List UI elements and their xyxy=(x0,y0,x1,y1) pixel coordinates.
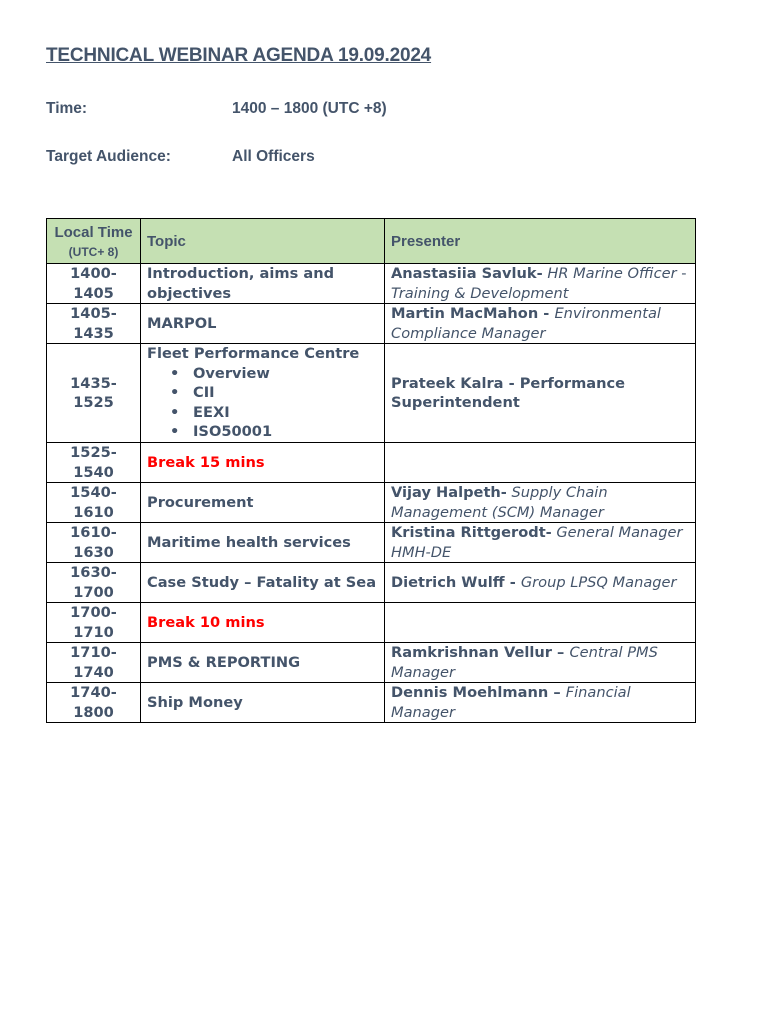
time-start: 1630- xyxy=(70,564,117,581)
topic-cell: Case Study – Fatality at Sea xyxy=(141,563,385,603)
topic-cell: PMS & REPORTING xyxy=(141,643,385,683)
presenter-name: Vijay Halpeth- xyxy=(391,484,507,501)
time-end: 1630 xyxy=(73,543,114,561)
bullet-item: • Overview xyxy=(193,364,378,384)
table-row xyxy=(47,304,696,344)
presenter-cell xyxy=(385,304,696,344)
bullet-item: • CII xyxy=(193,383,378,403)
header-topic: Topic xyxy=(141,219,385,264)
time-cell xyxy=(47,563,141,603)
time-start: 1540- xyxy=(70,484,117,501)
presenter-role: General Manager HMH-DE xyxy=(391,524,683,561)
table-row xyxy=(47,344,696,443)
presenter-role: Financial Manager xyxy=(391,684,631,721)
table-row xyxy=(47,523,696,563)
presenter-role: Environmental Compliance Manager xyxy=(391,305,661,342)
topic-cell: Ship Money xyxy=(141,683,385,723)
time-cell xyxy=(47,483,141,523)
bullet-item: • ISO50001 xyxy=(193,422,378,442)
time-end: 1405 xyxy=(73,284,114,302)
presenter-cell xyxy=(385,563,696,603)
time-cell xyxy=(47,304,141,344)
time-end: 1710 xyxy=(73,623,114,641)
presenter-role: Group LPSQ Manager xyxy=(520,573,677,591)
break-label: Break 15 mins xyxy=(147,453,265,471)
presenter-role: Supply Chain Management (SCM) Manager xyxy=(391,484,608,521)
break-label: Break 10 mins xyxy=(147,613,265,631)
table-row xyxy=(47,643,696,683)
presenter-cell xyxy=(385,344,696,443)
time-cell xyxy=(47,683,141,723)
presenter-role-dept: Training & Development xyxy=(391,284,569,302)
presenter-cell xyxy=(385,643,696,683)
table-row xyxy=(47,443,696,483)
time-start: 1710- xyxy=(70,644,117,661)
time-start: 1405- xyxy=(70,305,117,322)
topic-cell xyxy=(141,603,385,643)
table-row xyxy=(47,264,696,304)
presenter-cell xyxy=(385,603,696,643)
presenter-name: Anastasiia Savluk- xyxy=(391,265,543,282)
time-end: 1700 xyxy=(73,583,114,601)
topic-cell: Procurement xyxy=(141,483,385,523)
topic-title: Fleet Performance Centre xyxy=(147,345,360,363)
time-cell xyxy=(47,264,141,304)
audience-value: All Officers xyxy=(232,148,315,165)
topic-bullet-list xyxy=(147,364,378,442)
presenter-cell xyxy=(385,264,696,304)
presenter-cell xyxy=(385,443,696,483)
time-end: 1610 xyxy=(73,503,114,521)
table-row xyxy=(47,483,696,523)
presenter-separator: - xyxy=(676,265,687,282)
presenter-cell xyxy=(385,683,696,723)
table-row xyxy=(47,603,696,643)
presenter-cell xyxy=(385,483,696,523)
table-row xyxy=(47,683,696,723)
time-end: 1540 xyxy=(73,463,114,481)
presenter-name: Ramkrishnan Vellur – xyxy=(391,644,570,661)
time-cell xyxy=(47,344,141,443)
presenter-name: Prateek Kalra - Performance Superintendent xyxy=(391,374,626,411)
presenter-role: Central PMS Manager xyxy=(391,644,658,681)
topic-cell xyxy=(141,443,385,483)
bullet-item: • EEXI xyxy=(193,403,378,423)
page-title: TECHNICAL WEBINAR AGENDA 19.09.2024 xyxy=(46,45,432,66)
table-row xyxy=(47,563,696,603)
presenter-name: Martin MacMahon - xyxy=(391,305,555,322)
time-start: 1400- xyxy=(70,265,117,282)
header-presenter: Presenter xyxy=(385,219,696,264)
presenter-cell xyxy=(385,523,696,563)
time-value: 1400 – 1800 (UTC +8) xyxy=(232,100,387,117)
time-start: 1435- xyxy=(70,374,117,392)
presenter-name: Dennis Moehlmann – xyxy=(391,684,566,701)
time-label: Time: xyxy=(46,100,88,117)
topic-cell: MARPOL xyxy=(141,304,385,344)
topic-cell: Introduction, aims and objectives xyxy=(141,264,385,304)
topic-cell xyxy=(141,344,385,443)
table-header-row xyxy=(47,219,696,264)
time-start: 1740- xyxy=(70,684,117,701)
presenter-role: HR Marine Officer xyxy=(542,265,677,282)
time-end: 1525 xyxy=(73,394,114,411)
audience-label: Target Audience: xyxy=(46,148,171,165)
time-cell xyxy=(47,603,141,643)
time-start: 1610- xyxy=(70,524,117,541)
time-cell xyxy=(47,443,141,483)
time-end: 1740 xyxy=(73,663,114,681)
time-end: 1800 xyxy=(73,703,114,721)
header-local-time-sub: (UTC+ 8) xyxy=(68,245,119,259)
time-start: 1525- xyxy=(70,444,117,461)
header-local-time xyxy=(47,219,141,264)
time-cell xyxy=(47,643,141,683)
presenter-name: Kristina Rittgerodt- xyxy=(391,524,552,541)
time-end: 1435 xyxy=(73,324,114,342)
topic-cell: Maritime health services xyxy=(141,523,385,563)
time-cell xyxy=(47,523,141,563)
time-start: 1700- xyxy=(70,604,117,621)
presenter-name: Dietrich Wulff - xyxy=(391,573,521,591)
header-local-time-label: Local Time xyxy=(54,224,133,241)
agenda-table xyxy=(46,218,696,723)
